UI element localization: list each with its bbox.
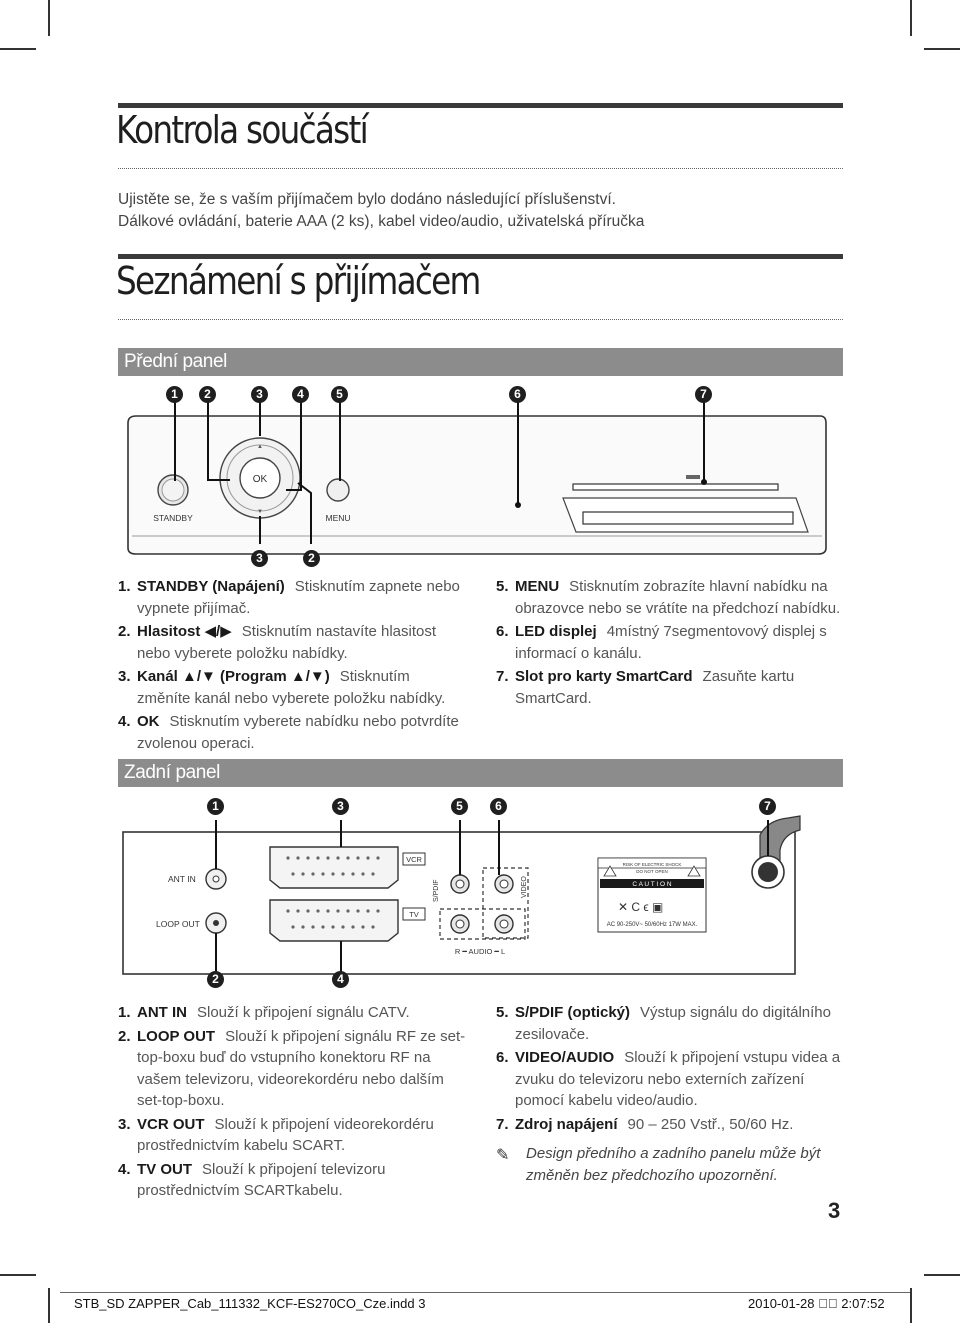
- crop-mark: [924, 48, 960, 50]
- callout-marker: 6: [490, 798, 507, 815]
- list-item: 3. VCR OUT Slouží k připojení videorekordéru prostřednictvím kabelu SCART.: [118, 1115, 434, 1154]
- list-item: 6. VIDEO/AUDIO Slouží k připojení vstupu videa a zvuku do televizoru nebo externích zařízení pomocí kabelu video/audio.: [496, 1049, 841, 1109]
- callout-marker: 5: [331, 386, 348, 403]
- svg-text:▲: ▲: [257, 444, 263, 450]
- callout-marker: 3: [251, 550, 268, 567]
- list-item: 4. OK Stisknutím vyberete nabídku nebo potvrdíte zvolenou operaci.: [118, 713, 459, 752]
- svg-text:▼: ▼: [257, 509, 263, 515]
- callout-marker: 3: [251, 386, 268, 403]
- section-title: Seznámení s přijímačem: [116, 259, 480, 303]
- callout-marker: 2: [207, 971, 224, 988]
- note-text: Design předního a zadního panelu může být změněn bez předchozího upozornění.: [526, 1145, 821, 1184]
- ant-in-label: ANT IN: [168, 874, 196, 884]
- callout-marker: 6: [509, 386, 526, 403]
- power-rating: AC 90-250V~ 50/60Hz 17W MAX.: [606, 922, 698, 928]
- list-item: 2. LOOP OUT Slouží k připojení signálu RF ze set-top-boxu buď do vstupního konektoru RF na vašem televizoru, videorekordéru nebo dalším set-top-boxu.: [118, 1027, 466, 1109]
- footer-rule: [60, 1292, 910, 1293]
- svg-text:✕ C ϵ ▣: ✕ C ϵ ▣: [618, 900, 664, 914]
- front-panel-diagram: [118, 378, 843, 578]
- rear-desc-right: [496, 1002, 844, 1137]
- callout-marker: 3: [332, 798, 349, 815]
- crop-mark: [48, 1288, 50, 1323]
- crop-mark: [910, 1288, 912, 1323]
- rear-panel-diagram: [118, 790, 843, 980]
- intro-line: Ujistěte se, že s vaším přijímačem bylo dodáno následující příslušenství.: [118, 191, 616, 208]
- intro-line: Dálkové ovládání, baterie AAA (2 ks), kabel video/audio, uživatelská příručka: [118, 213, 645, 230]
- list-item: 1. STANDBY (Napájení) Stisknutím zapnete nebo vypnete přijímač.: [118, 578, 460, 617]
- list-item: 4. TV OUT Slouží k připojení televizoru prostřednictvím SCARTkabelu.: [118, 1160, 386, 1199]
- list-item: 7. Zdroj napájení 90 – 250 Vstř., 50/60 Hz.: [496, 1115, 794, 1133]
- page-number: 3: [828, 1198, 841, 1223]
- warning-text: RISK OF ELECTRIC SHOCK: [622, 862, 682, 867]
- tv-label: TV: [409, 910, 419, 919]
- list-item: 2. Hlasitost ◀/▶ Stisknutím nastavíte hlasitost nebo vyberete položku nabídky.: [118, 623, 437, 662]
- vcr-label: VCR: [406, 855, 422, 864]
- front-panel-header: Přední panel: [118, 348, 843, 376]
- callout-marker: 2: [199, 386, 216, 403]
- crop-mark: [924, 1274, 960, 1276]
- callout-marker: 4: [292, 386, 309, 403]
- rear-desc-left: [118, 1002, 466, 1204]
- footer-date: 2010-01-28    2:07:52: [748, 1296, 885, 1311]
- scart-tv-port: [270, 900, 398, 941]
- callout-marker: 2: [303, 550, 320, 567]
- caution-text: C A U T I O N: [632, 881, 672, 888]
- dotted-divider: [118, 319, 843, 320]
- footer-file: STB_SD ZAPPER_Cab_111332_KCF-ES270CO_Cze.indd 3: [74, 1296, 426, 1311]
- loop-out-label: LOOP OUT: [156, 919, 200, 929]
- callout-marker: 7: [759, 798, 776, 815]
- dotted-divider: [118, 168, 843, 169]
- intro-text: [118, 189, 644, 233]
- front-desc-right: [496, 576, 844, 711]
- menu-label: MENU: [325, 513, 351, 523]
- page-title: Kontrola součástí: [116, 108, 367, 152]
- crop-mark: [910, 0, 912, 36]
- front-desc-left: [118, 576, 466, 756]
- ok-label: OK: [252, 474, 268, 485]
- standby-label: STANDBY: [153, 513, 193, 523]
- callout-marker: 1: [166, 386, 183, 403]
- scart-vcr-port: [270, 847, 398, 888]
- callout-marker: 7: [695, 386, 712, 403]
- crop-mark: [48, 0, 50, 36]
- list-item: 7. Slot pro karty SmartCard Zasuňte kartu SmartCard.: [496, 668, 795, 707]
- led-display-shape: [573, 484, 778, 490]
- crop-mark: [0, 1274, 36, 1276]
- note: [498, 1143, 848, 1187]
- list-item: 5. MENU Stisknutím zobrazíte hlavní nabídku na obrazovce nebo se vrátíte na předchozí nabídku.: [496, 578, 841, 617]
- list-item: 3. Kanál ▲/▼ (Program ▲/▼) Stisknutím změníte kanál nebo vyberete položku nabídky.: [118, 668, 446, 707]
- smartcard-slot-shape: [583, 512, 793, 524]
- list-item: 6. LED displej 4místný 7segmentovový displej s informací o kanálu.: [496, 623, 827, 662]
- list-item: 1. ANT IN Slouží k připojení signálu CATV.: [118, 1004, 410, 1021]
- callout-marker: 4: [332, 971, 349, 988]
- list-item: 5. S/PDIF (optický) Výstup signálu do digitálního zesilovače.: [496, 1004, 831, 1043]
- crop-mark: [0, 48, 36, 50]
- menu-button-shape: [327, 479, 349, 501]
- warning-text: DO NOT OPEN: [636, 869, 668, 874]
- audio-label: R ━ AUDIO ━ L: [454, 947, 506, 956]
- rear-panel-header: Zadní panel: [118, 759, 843, 787]
- spdif-label: S/PDIF: [433, 879, 440, 902]
- video-label: VIDEO: [521, 876, 528, 898]
- callout-marker: 5: [451, 798, 468, 815]
- callout-marker: 1: [207, 798, 224, 815]
- pencil-note-icon: ✎: [496, 1147, 510, 1164]
